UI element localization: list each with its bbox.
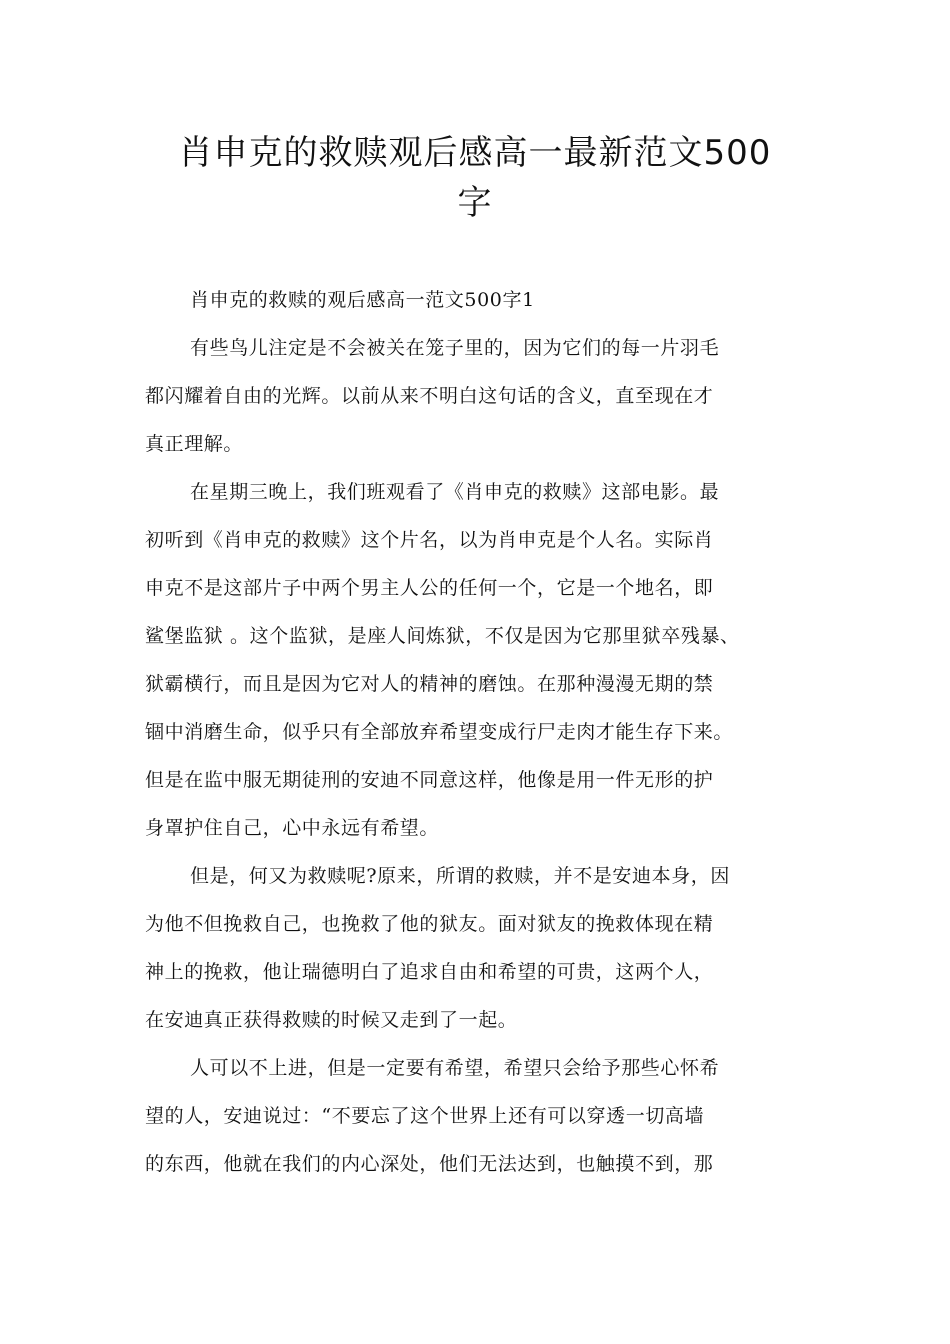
paragraph-line: 初听到《肖申克的救赎》这个片名，以为肖申克是个人名。实际肖 xyxy=(145,529,714,551)
paragraph-line: 狱霸横行，而且是因为它对人的精神的磨蚀。在那种漫漫无期的禁 xyxy=(145,673,714,695)
paragraph-line: 在星期三晚上，我们班观看了《肖申克的救赎》这部电影。最 xyxy=(190,481,720,503)
paragraph-line: 为他不但挽救自己，也挽救了他的狱友。面对狱友的挽救体现在精 xyxy=(145,913,714,935)
document-title xyxy=(120,128,830,228)
paragraph-line: 但是在监中服无期徒刑的安迪不同意这样，他像是用一件无形的护 xyxy=(145,769,714,791)
paragraph-line: 有些鸟儿注定是不会被关在笼子里的，因为它们的每一片羽毛 xyxy=(190,337,720,359)
document-body xyxy=(145,282,813,1182)
paragraph-line: 的东西，他就在我们的内心深处，他们无法达到，也触摸不到，那 xyxy=(145,1153,714,1175)
paragraph-line: 申克不是这部片子中两个男主人公的任何一个，它是一个地名，即 xyxy=(145,577,714,599)
paragraph-line: 锢中消磨生命，似乎只有全部放弃希望变成行尸走肉才能生存下来。 xyxy=(145,721,734,743)
title-line-2: 字 xyxy=(457,183,493,223)
title-line-1: 肖申克的救赎观后感高一最新范文500 xyxy=(178,133,772,173)
paragraph-line: 人可以不上进，但是一定要有希望，希望只会给予那些心怀希 xyxy=(190,1057,720,1079)
paragraph-line: 真正理解。 xyxy=(145,433,244,455)
paragraph-line: 都闪耀着自由的光辉。以前从来不明白这句话的含义，直至现在才 xyxy=(145,385,714,407)
paragraph-line: 身罩护住自己，心中永远有希望。 xyxy=(145,817,440,839)
paragraph-line: 望的人，安迪说过：“不要忘了这个世界上还有可以穿透一切高墙 xyxy=(145,1105,705,1127)
section-heading: 肖申克的救赎的观后感高一范文500字1 xyxy=(190,289,535,311)
paragraph-line: 但是，何又为救赎呢?原来，所谓的救赎，并不是安迪本身，因 xyxy=(190,865,730,887)
paragraph-line: 在安迪真正获得救赎的时候又走到了一起。 xyxy=(145,1009,518,1031)
paragraph-line: 神上的挽救，他让瑞德明白了追求自由和希望的可贵，这两个人， xyxy=(145,961,714,983)
paragraph-line: 鲨堡监狱 。这个监狱，是座人间炼狱，不仅是因为它那里狱卒残暴、 xyxy=(145,625,740,647)
